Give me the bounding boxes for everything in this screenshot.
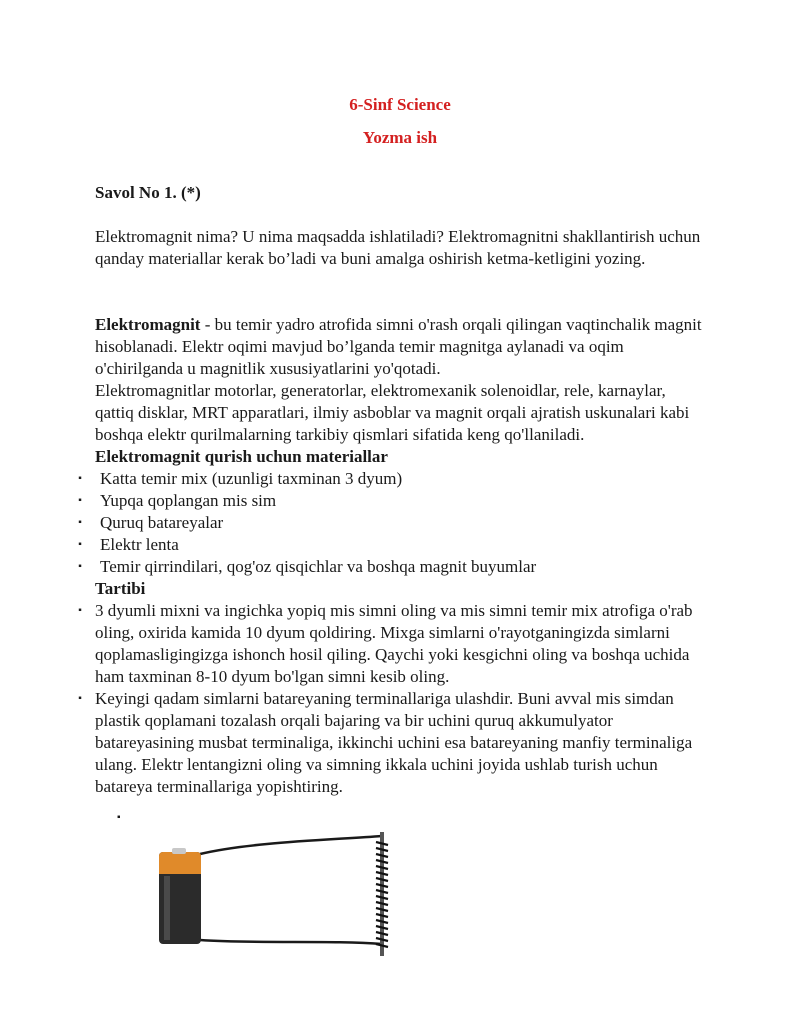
answer-term: Elektromagnit xyxy=(95,315,201,334)
list-item: ▪ Yupqa qoplangan mis sim xyxy=(95,490,705,512)
steps-list xyxy=(78,600,705,798)
bullet-icon: ▪ xyxy=(78,473,82,484)
list-item: ▪ Elektr lenta xyxy=(95,534,705,556)
bullet-icon: ▪ xyxy=(78,605,82,616)
list-item: ▪ Temir qirrindilari, qog'oz qisqichlar va boshqa magnit buyumlar xyxy=(95,556,705,578)
question-text: Elektromagnit nima? U nima maqsadda ishlatiladi? Elektromagnitni shakllantirish uchun qanday materiallar kerak bo’ladi va buni amalga oshirish ketma-ketligini yozing. xyxy=(95,227,701,268)
bullet-icon: ▪ xyxy=(78,539,82,550)
page-title: 6-Sinf Science xyxy=(349,95,451,114)
bullet-icon: ▪ xyxy=(78,693,82,704)
answer-section xyxy=(78,314,705,798)
question-heading: Savol No 1. (*) xyxy=(95,183,201,202)
materials-list xyxy=(78,468,705,578)
page-subtitle: Yozma ish xyxy=(362,128,438,147)
battery-icon xyxy=(159,848,201,944)
materials-heading: Elektromagnit qurish uchun materiallar xyxy=(95,447,388,466)
top-wire xyxy=(200,836,382,854)
bullet-icon: ▪ xyxy=(78,495,82,506)
answer-uses-paragraph: Elektromagnitlar motorlar, generatorlar, elektromexanik solenoidlar, rele, karnaylar, qattiq disklar, MRT apparatlari, ilmiy asboblar va magnit orqali ajratish uskunalari kabi boshqa elektr qurilmalarning tarkibiy qismlari sifatida keng qo'llaniladi. xyxy=(95,381,690,444)
bullet-icon: ▪ xyxy=(78,517,82,528)
list-item: ▪ Keyingi qadam simlarni batareyaning terminallariga ulashdir. Buni avval mis simdan plastik qoplamani tozalash orqali bajaring va bir uchini quruq akkumulyator batareyasining musbat terminaliga, ikkinchi uchini esa batareyaning manfiy terminaliga ulang. Elektr lentangizni oling va simning ikkala uchini joyida ushlab turish uchun batareya terminallariga yopishtiring. xyxy=(95,688,705,798)
list-item: ▪ Katta temir mix (uzunligi taxminan 3 dyum) xyxy=(95,468,705,490)
answer-definition: - bu temir yadro atrofida simni o'rash orqali qilingan vaqtinchalik magnit hisoblanadi. Elektr oqimi mavjud bo’lganda temir magnitga aylanadi va oqim o'chirilganda u magnitlik xususiyatlarini yo'qotadi. xyxy=(95,315,702,378)
electromagnet-battery-illustration xyxy=(150,828,410,963)
bullet-icon: ▪ xyxy=(78,561,82,572)
bottom-wire xyxy=(200,940,382,944)
list-item: ▪ Quruq batareyalar xyxy=(95,512,705,534)
bullet-icon: ▪ xyxy=(117,812,121,823)
answer-definition-paragraph xyxy=(95,314,705,380)
steps-heading: Tartibi xyxy=(95,579,146,598)
list-item: ▪ 3 dyumli mixni va ingichka yopiq mis simni oling va mis simni temir mix atrofiga o'rab oling, oxirida kamida 10 dyum qoldiring. Mixga simlarni o'rayotganingizda simlarni qoplamasligingizga ishonch hosil qiling. Qaychi yoki kesgichni oling va boshqa uchida ham taxminan 8-10 dyum bo'lgan simni kesib oling. xyxy=(95,600,705,688)
